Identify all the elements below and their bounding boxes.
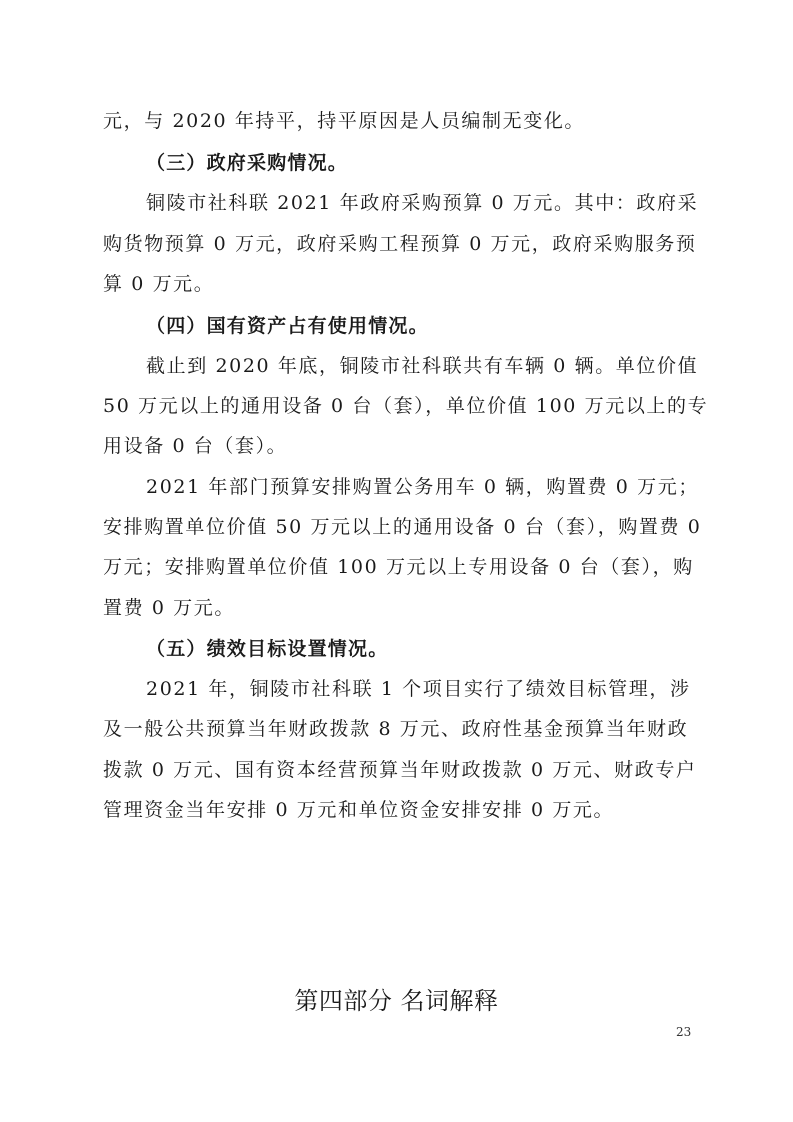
page-number: 23 (676, 1025, 692, 1039)
section-heading-government-procurement: （三）政府采购情况。 (146, 152, 349, 174)
body-text-line: 安排购置单位价值 50 万元以上的通用设备 0 台（套），购置费 0 (103, 516, 702, 538)
body-text-line: 2021 年，铜陵市社科联 1 个项目实行了绩效目标管理，涉 (146, 678, 691, 700)
body-text-line: 用设备 0 台（套）。 (103, 435, 288, 457)
body-text-line: 50 万元以上的通用设备 0 台（套），单位价值 100 万元以上的专 (103, 395, 709, 417)
section-heading-performance-goals: （五）绩效目标设置情况。 (146, 638, 389, 660)
body-text-line: 2021 年部门预算安排购置公务用车 0 辆，购置费 0 万元； (146, 476, 699, 498)
body-text-line: 万元；安排购置单位价值 100 万元以上专用设备 0 台（套），购 (103, 556, 694, 578)
body-text-line: 购货物预算 0 万元，政府采购工程预算 0 万元，政府采购服务预 (103, 233, 697, 255)
body-text-line: 元，与 2020 年持平，持平原因是人员编制无变化。 (103, 110, 586, 132)
body-text-line: 算 0 万元。 (103, 273, 215, 295)
body-text-line: 及一般公共预算当年财政拨款 8 万元、政府性基金预算当年财政 (103, 718, 689, 740)
body-text-line: 管理资金当年安排 0 万元和单位资金安排安排 0 万元。 (103, 799, 615, 821)
body-text-line: 截止到 2020 年底，铜陵市社科联共有车辆 0 辆。单位价值 (146, 355, 699, 377)
body-text-line: 拨款 0 万元、国有资本经营预算当年财政拨款 0 万元、财政专户 (103, 759, 697, 781)
body-text-line: 铜陵市社科联 2021 年政府采购预算 0 万元。其中：政府采 (146, 192, 699, 214)
body-text-line: 置费 0 万元。 (103, 597, 235, 619)
section-heading-state-assets: （四）国有资产占有使用情况。 (146, 315, 429, 337)
part-title: 第四部分 名词解释 (294, 987, 499, 1015)
